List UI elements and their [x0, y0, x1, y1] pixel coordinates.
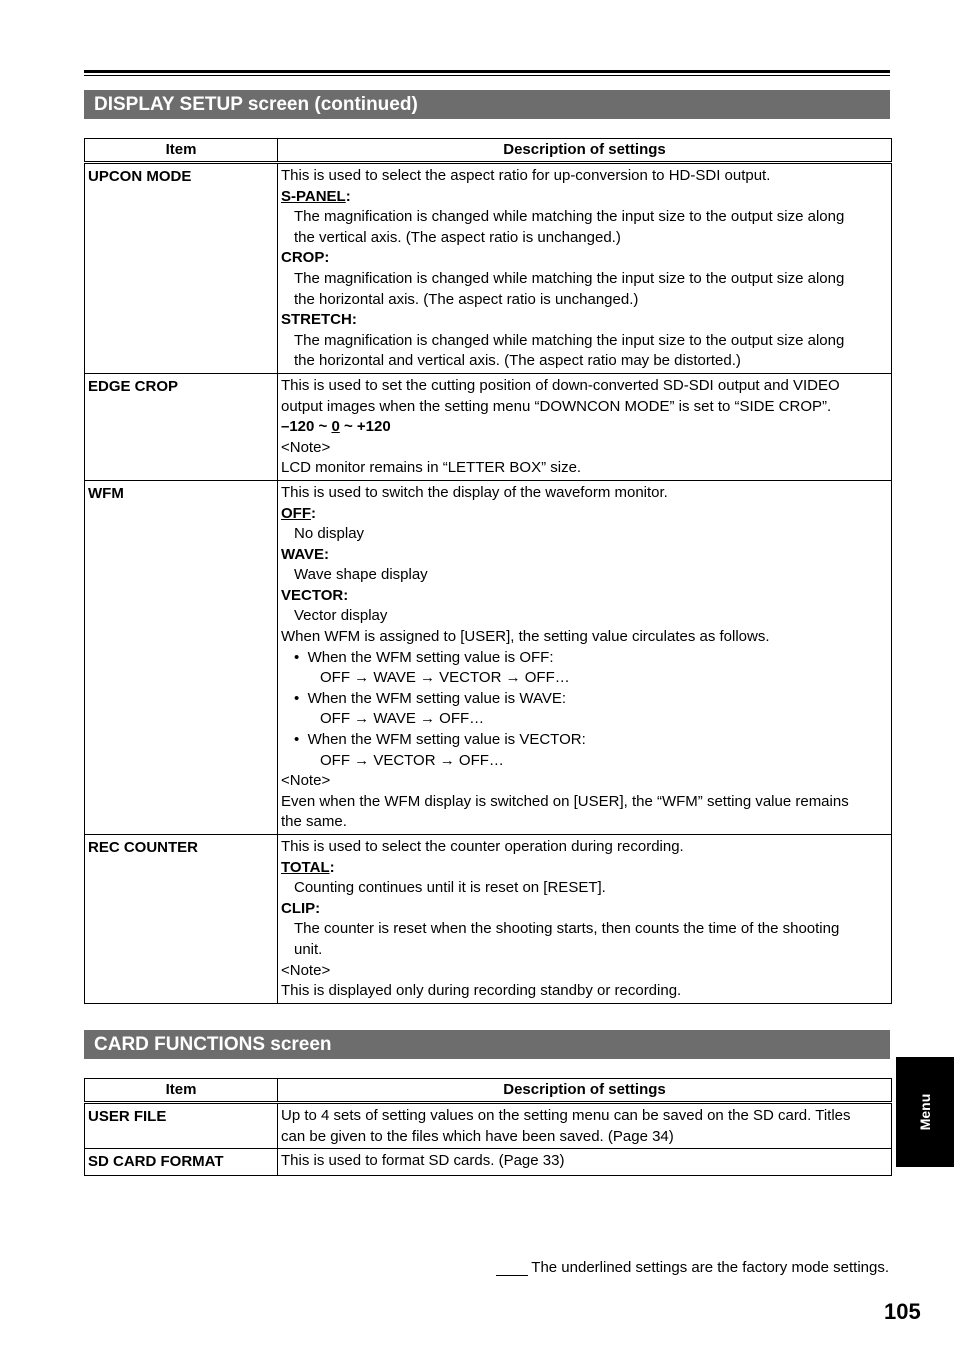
item-sd-card-format: SD CARD FORMAT	[85, 1149, 278, 1176]
item-upcon-mode: UPCON MODE	[85, 163, 278, 374]
edge-intro-1: This is used to set the cutting position of down-converted SD-SDI output and VIDEO	[281, 376, 840, 394]
clip-desc-2: unit.	[294, 940, 323, 958]
item-user-file: USER FILE	[85, 1103, 278, 1149]
item-wfm: WFM	[85, 480, 278, 834]
crop-desc-2: the horizontal axis. (The aspect ratio is unchanged.)	[294, 290, 639, 308]
edge-range	[281, 417, 888, 438]
edge-range-min: –120 ~	[281, 418, 332, 436]
option-crop: CROP:	[281, 249, 330, 267]
card-functions-table	[84, 1078, 892, 1176]
header-description: Description of settings	[278, 139, 892, 163]
s-panel-desc-2: the vertical axis. (The aspect ratio is unchanged.)	[294, 228, 621, 246]
stretch-desc-2: the horizontal and vertical axis. (The aspect ratio may be distorted.)	[294, 352, 741, 370]
wfm-intro: This is used to switch the display of the waveform monitor.	[281, 483, 668, 501]
desc-sd-card-format	[278, 1149, 892, 1176]
user-file-desc-2: can be given to the files which have been saved. (Page 34)	[281, 1127, 674, 1145]
desc-upcon-mode	[278, 163, 892, 374]
wave-desc: Wave shape display	[294, 566, 428, 584]
item-rec-counter: REC COUNTER	[85, 835, 278, 1004]
wfm-note-label: <Note>	[281, 772, 331, 790]
table-header-row	[85, 139, 892, 163]
table-row-user-file	[85, 1103, 892, 1149]
footnote	[496, 1259, 889, 1276]
wfm-bullet-1: • When the WFM setting value is OFF:	[294, 648, 554, 666]
header-description: Description of settings	[278, 1079, 892, 1103]
table-row-wfm	[85, 480, 892, 834]
option-s-panel: S-PANEL:	[281, 187, 351, 205]
header-item: Item	[85, 139, 278, 163]
total-desc: Counting continues until it is reset on [RESET].	[294, 879, 606, 897]
sd-format-desc: This is used to format SD cards. (Page 33)	[281, 1152, 565, 1170]
option-clip: CLIP:	[281, 899, 321, 917]
s-panel-desc-1: The magnification is changed while matching the input size to the output size along	[294, 208, 845, 226]
crop-desc-1: The magnification is changed while matching the input size to the output size along	[294, 269, 845, 287]
edge-note: LCD monitor remains in “LETTER BOX” size.	[281, 459, 582, 477]
option-total: TOTAL:	[281, 858, 335, 876]
wfm-bullet-2-text: When the WFM setting value is WAVE:	[307, 689, 567, 707]
option-vector: VECTOR:	[281, 586, 349, 604]
edge-intro-2: output images when the setting menu “DOWNCON MODE” is set to “SIDE CROP”.	[281, 397, 832, 415]
page-number: 105	[884, 1299, 921, 1324]
wfm-bullet-3-text: When the WFM setting value is VECTOR:	[307, 731, 586, 749]
table-row-rec-counter	[85, 835, 892, 1004]
user-file-desc-1: Up to 4 sets of setting values on the setting menu can be saved on the SD card. Titles	[281, 1107, 851, 1124]
off-desc: No display	[294, 525, 365, 543]
option-off: OFF:	[281, 504, 316, 522]
header-item: Item	[85, 1079, 278, 1103]
option-stretch: STRETCH:	[281, 311, 357, 329]
rec-note: This is displayed only during recording standby or recording.	[281, 982, 682, 1000]
table-row-upcon-mode	[85, 163, 892, 374]
option-off-label: OFF	[281, 504, 311, 522]
top-rule-thick	[84, 70, 890, 73]
option-s-panel-label: S-PANEL	[281, 187, 346, 205]
top-rule-thin	[84, 75, 890, 76]
menu-side-tab	[896, 1057, 954, 1167]
wfm-user-intro: When WFM is assigned to [USER], the setting value circulates as follows.	[281, 628, 770, 646]
clip-desc-1: The counter is reset when the shooting starts, then counts the time of the shooting	[294, 920, 840, 938]
table-row-edge-crop	[85, 373, 892, 480]
desc-edge-crop	[278, 373, 892, 480]
item-edge-crop: EDGE CROP	[85, 373, 278, 480]
stretch-desc-1: The magnification is changed while matching the input size to the output size along	[294, 331, 845, 349]
wfm-note-2: the same.	[281, 813, 347, 831]
desc-rec-counter	[278, 835, 892, 1004]
menu-side-tab-label: Menu	[917, 1093, 933, 1131]
section-title-card-functions: CARD FUNCTIONS screen	[84, 1030, 890, 1059]
upcon-intro: This is used to select the aspect ratio for up-conversion to HD-SDI output.	[281, 167, 771, 184]
edge-range-max: ~ +120	[339, 418, 391, 436]
wfm-bullet-1-seq: OFF → WAVE → VECTOR → OFF…	[320, 669, 570, 687]
section-title-display-setup: DISPLAY SETUP screen (continued)	[84, 90, 890, 119]
table-header-row	[85, 1079, 892, 1103]
rec-intro: This is used to select the counter operation during recording.	[281, 838, 684, 855]
wfm-bullet-3-seq: OFF → VECTOR → OFF…	[320, 751, 504, 769]
display-setup-table	[84, 138, 892, 1004]
option-wave: WAVE:	[281, 545, 330, 563]
vector-desc: Vector display	[294, 607, 388, 625]
wfm-bullet-2-seq: OFF → WAVE → OFF…	[320, 710, 485, 728]
desc-wfm	[278, 480, 892, 834]
wfm-note-1: Even when the WFM display is switched on [USER], the “WFM” setting value remains	[281, 792, 849, 810]
underline-sample	[496, 1260, 528, 1276]
wfm-bullet-3: • When the WFM setting value is VECTOR:	[294, 731, 586, 749]
wfm-bullet-2: • When the WFM setting value is WAVE:	[294, 689, 567, 707]
rec-note-label: <Note>	[281, 961, 331, 979]
option-total-label: TOTAL	[281, 858, 330, 876]
wfm-bullet-1-text: When the WFM setting value is OFF:	[307, 648, 554, 666]
desc-user-file	[278, 1103, 892, 1149]
edge-range-default: 0	[331, 418, 340, 436]
footnote-text: The underlined settings are the factory mode settings.	[531, 1259, 889, 1276]
table-row-sd-card-format	[85, 1149, 892, 1176]
edge-note-label: <Note>	[281, 438, 331, 456]
